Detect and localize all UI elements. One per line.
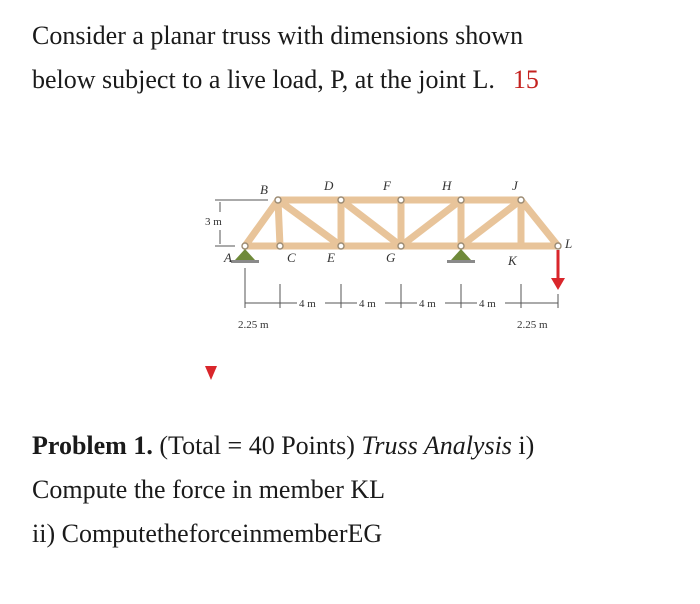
joint-label-E: E bbox=[327, 250, 335, 265]
member-KJ bbox=[461, 200, 521, 246]
spacing-label-1: 4 m bbox=[299, 298, 316, 310]
joint-label-H: H bbox=[442, 178, 452, 193]
joint-A bbox=[242, 243, 248, 249]
pin-support-A bbox=[235, 249, 255, 260]
problem-total: (Total = 40 Points) bbox=[159, 431, 355, 460]
joint-D bbox=[338, 197, 344, 203]
joint-C bbox=[277, 243, 283, 249]
height-label: 3 m bbox=[205, 216, 222, 228]
problem-statement bbox=[32, 424, 682, 556]
truss-members bbox=[245, 200, 558, 246]
right-offset-label: 2.25 m bbox=[517, 319, 548, 331]
problem-topic: Truss Analysis bbox=[361, 431, 512, 460]
spacing-label-4: 4 m bbox=[479, 298, 496, 310]
problem-part-2: ii) ComputetheforceinmemberEG bbox=[32, 519, 383, 548]
member-GH bbox=[401, 200, 461, 246]
intro-line-2-text: below subject to a live load, P, at the joint L. bbox=[32, 65, 495, 94]
joint-label-D: D bbox=[324, 178, 334, 193]
intro-line-2 bbox=[32, 58, 672, 102]
problem-part-1: Compute the force in member KL bbox=[32, 475, 386, 504]
joint-G bbox=[398, 243, 404, 249]
problem-line-1 bbox=[32, 424, 682, 468]
member-BE bbox=[278, 200, 341, 246]
joint-label-J: J bbox=[512, 178, 518, 193]
roller-support-K bbox=[451, 249, 471, 260]
load-arrow-P bbox=[551, 250, 565, 290]
joint-H bbox=[458, 197, 464, 203]
roller-support-K-base bbox=[447, 260, 475, 263]
problem-label: Problem 1. bbox=[32, 431, 153, 460]
joint-label-K: K bbox=[508, 253, 517, 268]
spacing-dimension-line bbox=[245, 268, 558, 308]
pin-support-A-base bbox=[231, 260, 259, 263]
joint-label-A: A bbox=[224, 250, 232, 265]
joint-label-B: B bbox=[260, 182, 268, 197]
member-BC bbox=[278, 200, 280, 246]
joint-J bbox=[518, 197, 524, 203]
intro-line-1: Consider a planar truss with dimensions shown bbox=[32, 21, 524, 50]
part-1-prefix: i) bbox=[518, 431, 535, 460]
marker-arrow-icon bbox=[203, 362, 219, 382]
joint-label-C: C bbox=[287, 250, 296, 265]
spacing-label-3: 4 m bbox=[419, 298, 436, 310]
joint-E bbox=[338, 243, 344, 249]
member-JL bbox=[521, 200, 558, 246]
joint-B bbox=[275, 197, 281, 203]
points-value: 15 bbox=[512, 65, 539, 94]
joint-L bbox=[555, 243, 561, 249]
joint-K bbox=[458, 243, 464, 249]
joint-label-F: F bbox=[383, 178, 391, 193]
member-AB bbox=[245, 200, 278, 246]
intro-paragraph bbox=[32, 14, 672, 102]
joint-label-L: L bbox=[565, 236, 573, 251]
joint-label-G: G bbox=[386, 250, 396, 265]
spacing-label-2: 4 m bbox=[359, 298, 376, 310]
joint-F bbox=[398, 197, 404, 203]
left-offset-label: 2.25 m bbox=[238, 319, 269, 331]
member-DG bbox=[341, 200, 401, 246]
truss-figure bbox=[190, 168, 590, 343]
